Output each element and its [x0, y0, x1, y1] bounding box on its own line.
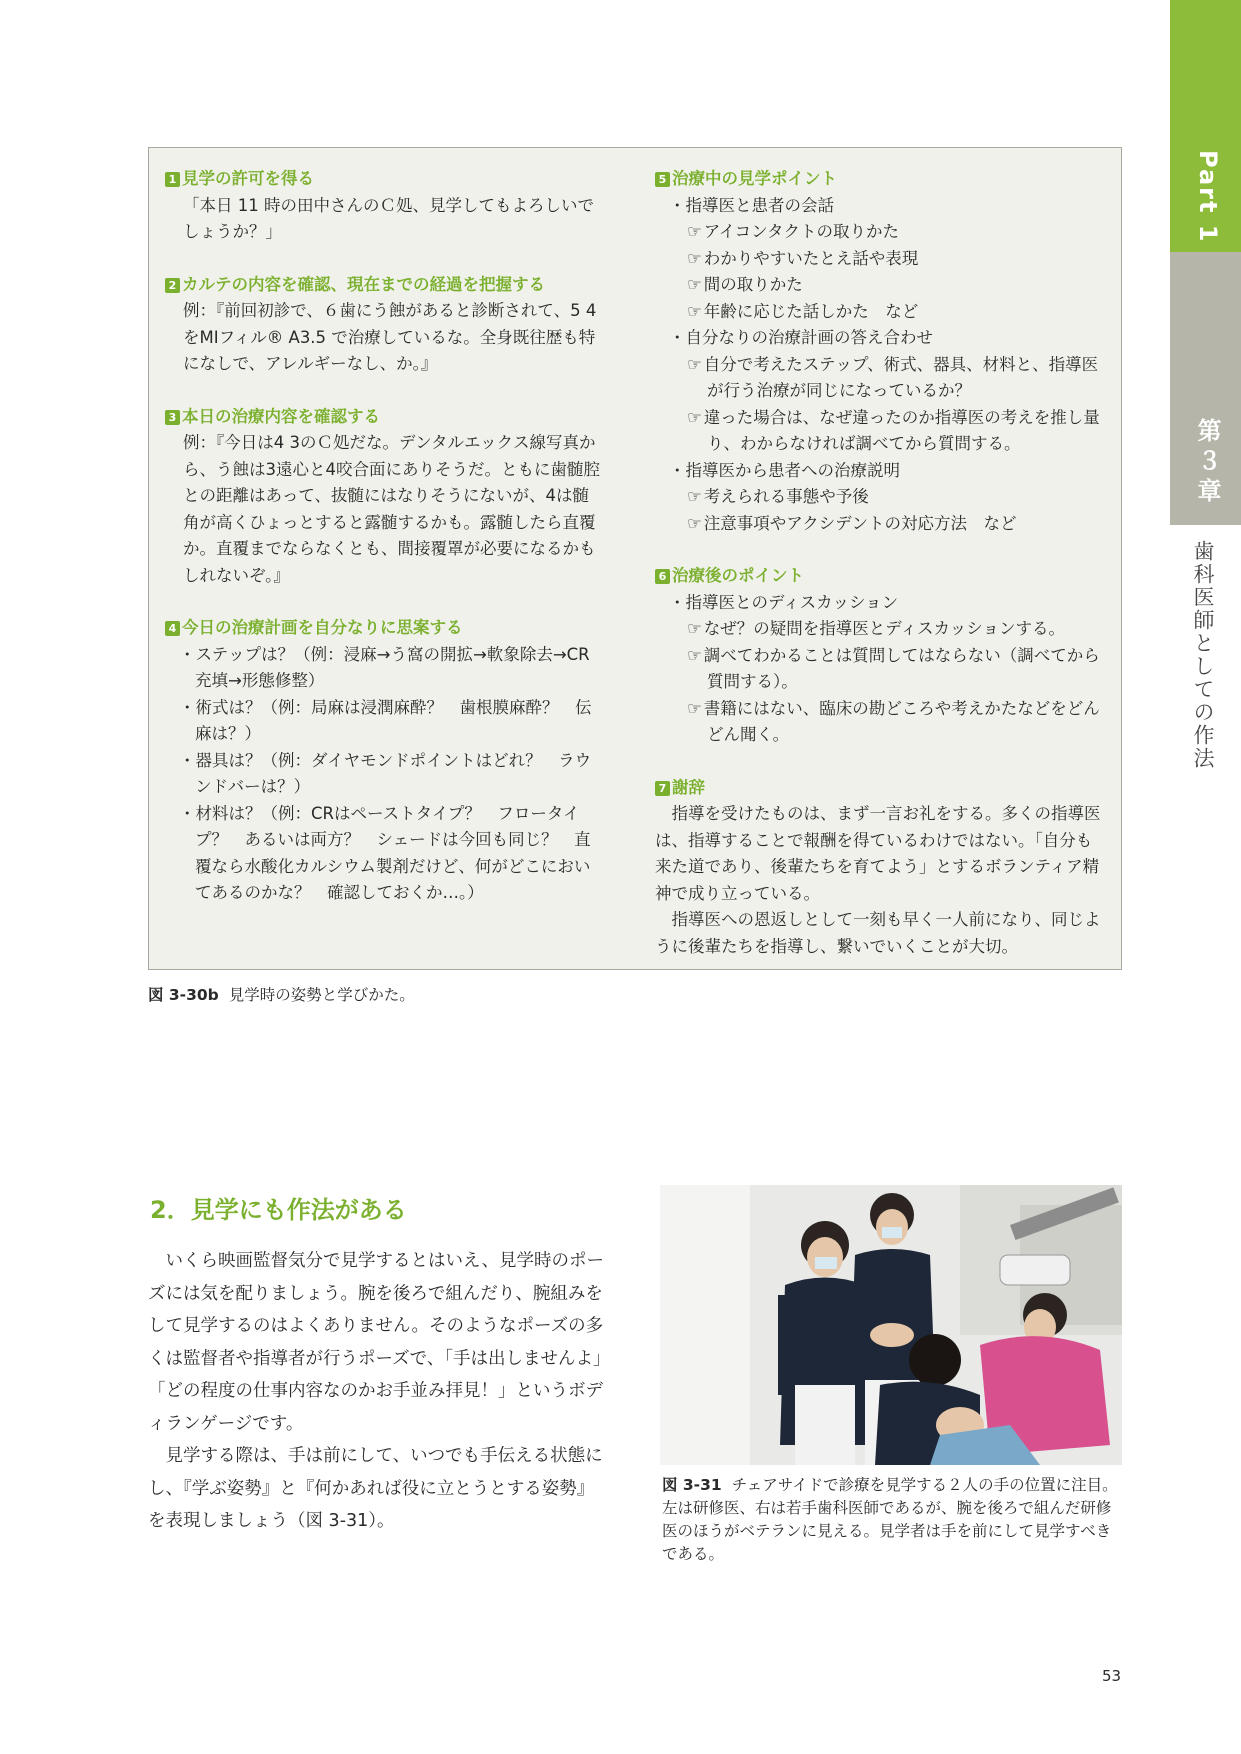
- sub-item: ☞ 自分で考えたステップ、術式、器具、材料と、指導医が行う治療が同じになっているか？: [707, 352, 1105, 405]
- list-item: ・ 指導医とのディスカッション: [685, 590, 1105, 617]
- section-title: 5 治療中の見学ポイント: [655, 166, 1105, 193]
- section-text: 例：『今日は4 3のＣ処だな。デンタルエックス線写真から、う蝕は3遠心と4咬合面にありそうだ。ともに歯髄腔との距離はあって、抜髄にはなりそうにないが、4は髄角が高くひょっとすると露髄するかも。露髄したら直覆か。直覆までならなくとも、間接覆罩が必要になるかもしれないぞ。』: [183, 433, 600, 585]
- section-heading: 2．見学にも作法がある: [150, 1196, 407, 1224]
- figure-label: 図 3-30b: [148, 986, 219, 1004]
- figure-caption: [148, 983, 415, 1005]
- section-title: 4 今日の治療計画を自分なりに思案する: [165, 615, 605, 642]
- photo-caption: [662, 1474, 1122, 1566]
- chapter-label: 第３章: [1193, 418, 1221, 508]
- sub-item: ☞ アイコンタクトの取りかた: [707, 219, 1105, 246]
- caption-text: チェアサイドで診療を見学する２人の手の位置に注目。左は研修医、右は若手歯科医師であるが、腕を後ろで組んだ研修医のほうがベテランに見える。見学者は手を前にして見学すべきである。: [662, 1476, 1118, 1563]
- figure-label: 図 3-31: [662, 1476, 722, 1494]
- dental-photo: [660, 1185, 1122, 1465]
- section-text: 「本日 11 時の田中さんのＣ処、見学してもよろしいでしょうか？」: [183, 195, 594, 241]
- section-title: 1 見学の許可を得る: [165, 166, 605, 193]
- body-text: [148, 1245, 608, 1538]
- chapter-title: 歯科医師としての作法: [1191, 540, 1215, 770]
- list-item: ・ 指導医から患者への治療説明: [685, 458, 1105, 485]
- sub-item: ☞ 書籍にはない、臨床の勘どころや考えかたなどをどんどん聞く。: [707, 696, 1105, 749]
- list-item: ・ ステップは？（例：浸麻→う窩の開拡→軟象除去→CR 充填→形態修整）: [195, 642, 605, 695]
- section-title: 6 治療後のポイント: [655, 563, 1105, 590]
- part-label: Part 1: [1194, 150, 1222, 244]
- sub-item: ☞ なぜ？の疑問を指導医とディスカッションする。: [707, 616, 1105, 643]
- sub-item: ☞ わかりやすいたとえ話や表現: [707, 246, 1105, 273]
- list-item: ・ 材料は？（例：CRはペーストタイプ？ フロータイプ？ あるいは両方？ シェードは今回も同じ？ 直覆なら水酸化カルシウム製剤だけど、何がどこにおいてあるのかな？ 確認しておくか…。）: [195, 801, 605, 907]
- section-text: 指導医への恩返しとして一刻も早く一人前になり、同じように後輩たちを指導し、繋いでいくことが大切。: [655, 910, 1101, 956]
- section-title: 7 謝辞: [655, 775, 1105, 802]
- paragraph: 見学する際は、手は前にして、いつでも手伝える状態にし、『学ぶ姿勢』と『何かあれば役に立とうとする姿勢』を表現しましょう（図 3-31）。: [148, 1446, 603, 1531]
- sub-item: ☞ 調べてわかることは質問してはならない（調べてから質問する）。: [707, 643, 1105, 696]
- section-title: 3 本日の治療内容を確認する: [165, 404, 605, 431]
- list-item: ・ 術式は？（例：局麻は浸潤麻酔？ 歯根膜麻酔？ 伝麻は？）: [195, 695, 605, 748]
- list-item: ・ 器具は？（例：ダイヤモンドポイントはどれ？ ラウンドバーは？）: [195, 748, 605, 801]
- caption-text: 見学時の姿勢と学びかた。: [228, 986, 415, 1004]
- section-title: 2 カルテの内容を確認、現在までの経過を把握する: [165, 272, 605, 299]
- section-text: 指導を受けたものは、まず一言お礼をする。多くの指導医は、指導することで報酬を得ているわけではない。「自分も来た道であり、後輩たちを育てよう」とするボランティア精神で成り立っている。: [655, 804, 1101, 903]
- box-left-column: [165, 166, 605, 907]
- sub-item: ☞ 違った場合は、なぜ違ったのか指導医の考えを推し量り、わからなければ調べてから質問する。: [707, 405, 1105, 458]
- sub-item: ☞ 注意事項やアクシデントの対応方法 など: [707, 511, 1105, 538]
- section-text: 例：『前回初診で、６歯にう蝕があると診断されて、5 4をMIフィル® A3.5 で治療しているな。全身既往歴も特になしで、アレルギーなし、か。』: [183, 301, 597, 373]
- paragraph: いくら映画監督気分で見学するとはいえ、見学時のポーズには気を配りましょう。腕を後ろで組んだり、腕組みをして見学するのはよくありません。そのようなポーズの多くは監督者や指導者が行うポーズで、「手は出しませんよ」「どの程度の仕事内容なのかお手並み拝見！」というボディランゲージです。: [148, 1251, 605, 1434]
- figure-box: [148, 147, 1122, 970]
- page-number: 53: [1102, 1667, 1122, 1685]
- list-item: ・ 自分なりの治療計画の答え合わせ: [685, 325, 1105, 352]
- photo-illustration: [660, 1185, 1122, 1465]
- box-right-column: [655, 166, 1105, 960]
- list-item: ・ 指導医と患者の会話: [685, 193, 1105, 220]
- sub-item: ☞ 考えられる事態や予後: [707, 484, 1105, 511]
- sub-item: ☞ 年齢に応じた話しかた など: [707, 299, 1105, 326]
- sub-item: ☞ 間の取りかた: [707, 272, 1105, 299]
